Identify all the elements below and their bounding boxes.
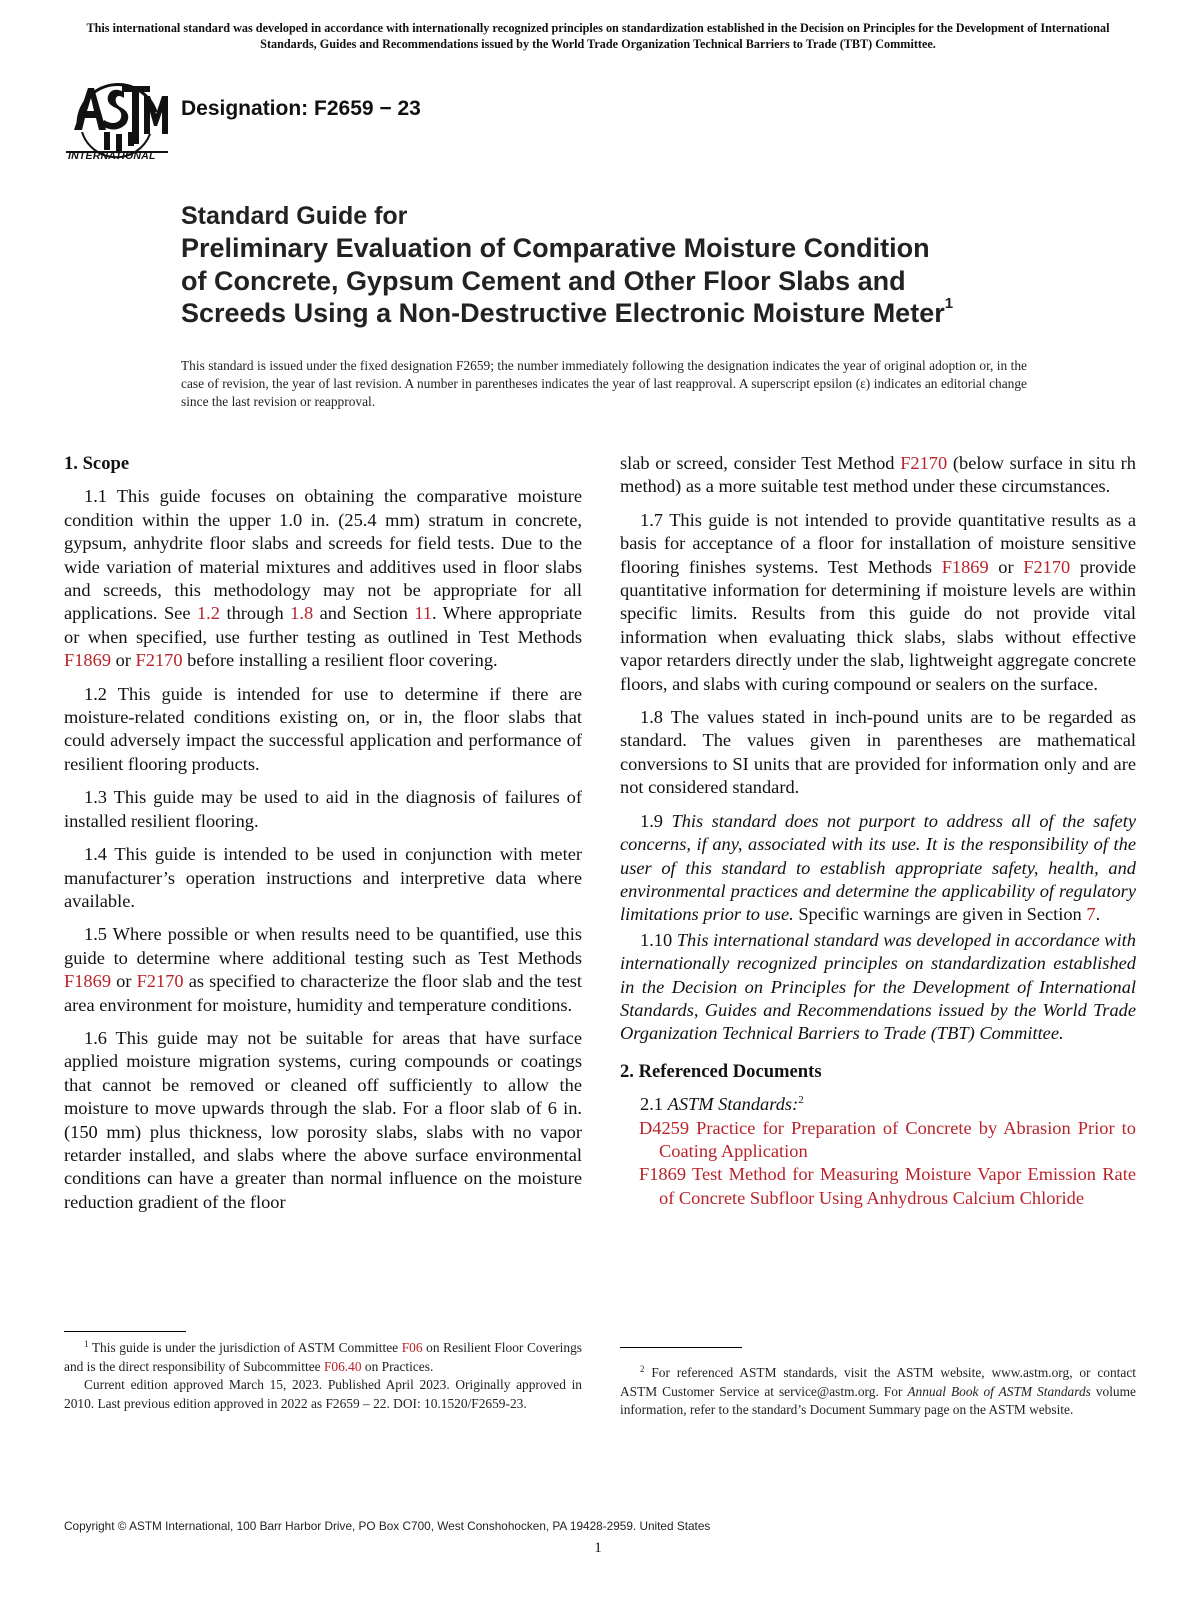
title-line-3: of Concrete, Gypsum Cement and Other Floor Slabs and — [181, 265, 906, 296]
ref-f1869[interactable]: F1869 Test Method for Measuring Moisture Vapor Emission Rate of Concrete Subfloor Using Anhydrous Calcium Chloride — [639, 1164, 1136, 1208]
title-line-2: Preliminary Evaluation of Comparative Moisture Condition — [181, 233, 930, 263]
referenced-documents-heading: 2. Referenced Documents — [620, 1060, 822, 1082]
right-column — [620, 452, 1136, 1210]
link-section-7[interactable]: 7 — [1086, 904, 1096, 925]
footnote-rule-right — [620, 1347, 742, 1348]
scope-heading: 1. Scope — [64, 453, 130, 474]
para-1-6: 1.6 This guide may not be suitable for areas that have surface applied moisture migration systems, curing compounds or coatings that cannot be removed or cleaned off sufficiently to allow the moisture to move upwards through the slab. For a floor slab of 6 in. (150 mm) plus thickness, low porosity slabs, slabs with no vapor retarder installed, and slabs where the above surface environmental conditions can have a greater than normal influence on the moisture reduction gradient of the floor — [64, 1027, 582, 1212]
designation: Designation: F2659 − 23 — [181, 97, 421, 120]
para-1-3: 1.3 This guide may be used to aid in the diagnosis of failures of installed resilient flooring. — [64, 787, 582, 831]
link-f1869[interactable]: F1869 — [64, 971, 112, 992]
para-1-6-continued: slab or screed, consider Test Method F2170 (below surface in situ rh method) as a more suitable test method under these circumstances. — [620, 453, 1136, 497]
link-f06-40[interactable]: F06.40 — [323, 1358, 362, 1374]
ref-d4259[interactable]: D4259 Practice for Preparation of Concrete by Abrasion Prior to Coating Application — [639, 1117, 1136, 1161]
para-1-2: 1.2 This guide is intended for use to determine if there are moisture-related conditions existing on, or in, the floor slabs that could adversely impact the successful application and performance of resilient flooring products. — [64, 683, 582, 774]
tbt-notice: This international standard was developed in accordance with internationally recognized principles on standardization established in the Decision on Principles for the Development of International Standards, Guides and Recommendations issued by the World Trade Organization Technical Barriers to Trade (TBT) Committee. — [86, 21, 1110, 51]
link-f2170[interactable]: F2170 — [900, 453, 948, 473]
para-1-10: 1.10 This international standard was developed in accordance with internationally recognized principles on standardization established in the Decision on Principles for the Development of International Standards, Guides and Recommendations issued by the World Trade Organization Technical Barriers to Trade (TBT) Committee. — [620, 929, 1136, 1044]
issued-note: This standard is issued under the fixed designation F2659; the number immediately following the designation indicates the year of original adoption or, in the case of revision, the year of last revision. A number in parentheses indicates the year of last reapproval. A superscript epsilon (ε) indicates an editorial change since the last revision or reapproval. — [181, 358, 1027, 409]
footnote-2-mark: 2 — [798, 1094, 804, 1107]
left-column — [64, 452, 582, 1224]
link-section-11[interactable]: 11 — [414, 603, 433, 624]
para-1-1: 1.1 This guide focuses on obtaining the comparative moisture condition within the upper 1.0 in. (25.4 mm) stratum in concrete, gypsum, anhydrite floor slabs and screeds for field tests. Due to the wide variation of material mixtures and additives used in floor slabs and screeds, this methodology may not be appropriate for all applications. See 1.2 through 1.8 and Section 11. Where appropriate or when specified, use further testing as outlined in Test Methods F1869 or F2170 before installing a resilient floor covering. — [64, 486, 582, 671]
footnote-rule-left — [64, 1331, 186, 1332]
link-f1869[interactable]: F1869 — [64, 650, 112, 671]
page-number: 1 — [594, 1540, 602, 1556]
para-1-8: 1.8 The values stated in inch-pound units are to be regarded as standard. The values given in parentheses are mathematical conversions to SI units that are provided for information only and are not considered standard. — [620, 707, 1136, 798]
title-footnote-mark: 1 — [944, 295, 954, 312]
link-f2170[interactable]: F2170 — [136, 971, 184, 992]
footnote-1: $^1$ This guide is under the jurisdiction of ASTM Committee F06 on Resilient Floor Coverings and is the direct responsibility of Subcommittee F06.40 on Practices. Current edition approved March 15, 2023. Published April 2023. Originally approved in 2010. Last previous edition approved in 2022 as F2659 – 22. DOI: 10.1520/F2659-23. — [64, 1339, 582, 1411]
astm-standards-label: 2.1 ASTM Standards:$^2$ — [640, 1094, 804, 1115]
para-1-9: 1.9 This standard does not purport to address all of the safety concerns, if any, associated with its use. It is the responsibility of the user of this standard to establish appropriate safety, health, and environmental practices and determine the applicability of regulatory limitations prior to use. Specific warnings are given in Section 7. — [620, 810, 1136, 925]
logo-wordmark: INTERNATIONAL — [68, 150, 156, 162]
link-f2170[interactable]: F2170 — [1023, 556, 1071, 577]
para-1-5: 1.5 Where possible or when results need to be quantified, use this guide to determine where additional testing such as Test Methods F1869 or F2170 as specified to characterize the floor slab and the test area environment for moisture, humidity and temperature conditions. — [64, 924, 582, 1015]
link-f06[interactable]: F06 — [401, 1340, 423, 1355]
title-line-1: Standard Guide for — [181, 202, 408, 230]
copyright-line: Copyright © ASTM International, 100 Barr Harbor Drive, PO Box C700, West Conshohocken, PA 19428-2959. United States — [64, 1519, 711, 1533]
link-f1869[interactable]: F1869 — [941, 556, 989, 577]
link-f2170[interactable]: F2170 — [135, 650, 183, 671]
para-1-4: 1.4 This guide is intended to be used in conjunction with meter manufacturer’s operation instructions and interpretive data where available. — [64, 844, 582, 911]
link-1-8[interactable]: 1.8 — [290, 603, 314, 624]
document-title — [181, 200, 1061, 330]
title-line-4: Screeds Using a Non-Destructive Electronic Moisture Meter$^1$ — [181, 295, 954, 328]
footnote-2: $^2$ For referenced ASTM standards, visit the ASTM website, www.astm.org, or contact ASTM Customer Service at service@astm.org. For Annual Book of ASTM Standards volume information, refer to the standard’s Document Summary page on the ASTM website. — [620, 1364, 1136, 1417]
para-1-7: 1.7 This guide is not intended to provide quantitative results as a basis for acceptance of a floor for installation of moisture sensitive flooring finishes systems. Test Methods F1869 or F2170 provide quantitative information for determining if moisture levels are within specific limits. Results from this guide do not provide vital information when evaluating thick slabs, slabs without effective vapor retarders directly under the slab, lightweight aggregate concrete floors, and slabs with curing compound or sealers on the surface. — [620, 509, 1137, 694]
link-1-2[interactable]: 1.2 — [196, 603, 220, 624]
